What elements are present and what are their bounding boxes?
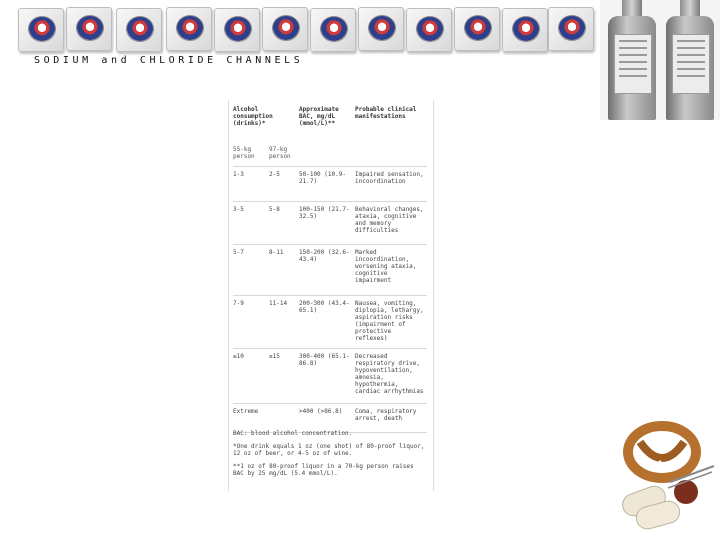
header-bac: Approximate BAC, mg/dL (mmol/L)** [299,106,339,127]
seal-icon [224,16,252,42]
seal-icon [558,15,586,41]
weight-label-light: 55-kg person [233,146,255,160]
seal-tile-icon [116,8,162,52]
cell-drinks-light: 3-5 [233,206,244,213]
cell-clinical: Behavioral changes, ataxia, cognitive and memory difficulties [355,206,424,234]
table-row [233,403,427,433]
cell-drinks-heavy: ≥15 [269,353,280,360]
table-header [233,106,427,146]
cell-clinical: Marked incoordination, worsening ataxia, cognitive impairment [355,249,417,284]
seal-tile-icon [66,7,112,51]
seal-tile-icon [454,7,500,51]
seal-icon [464,15,492,41]
weight-subheader [233,146,427,166]
seal-tile-icon [406,8,452,52]
seal-icon [176,15,204,41]
cell-bac: 100-150 (21.7-32.5) [299,206,350,220]
table-row [233,244,427,295]
table-row [233,166,427,201]
bottle-right [662,0,718,120]
cell-bac: >400 (>86.8) [299,408,343,415]
table-footnotes [233,430,427,483]
seal-tile-icon [310,8,356,52]
bottle-label [672,34,710,94]
cell-drinks-heavy: 5-8 [269,206,280,213]
tile-row [0,0,600,56]
footnote: BAC: blood alcohol concentration. [233,430,353,437]
bottle-left [604,0,660,120]
table-row [233,295,427,348]
footnote: *One drink equals 1 oz (one shot) of 80-proof liquor, 12 oz of beer, or 4-5 oz of wine. [233,443,425,457]
cell-clinical: Decreased respiratory drive, hypoventilation, amnesia, hypothermia, cardiac arrhythmias [355,353,424,395]
alcohol-table [228,100,434,491]
seal-tile-icon [358,7,404,51]
cell-drinks-heavy: 8-11 [269,249,284,256]
cell-drinks-heavy: 11-14 [269,300,288,307]
pretzel-twist [640,442,684,458]
cell-bac: 50-100 (10.9-21.7) [299,171,346,185]
cell-bac: 300-400 (65.1-86.8) [299,353,350,367]
seal-tile-icon [214,8,260,52]
seal-icon [368,15,396,41]
pretzel-shape [628,426,696,478]
seal-icon [320,16,348,42]
seal-tile-icon [502,8,548,52]
cell-drinks-light: Extreme [233,408,259,415]
seal-tile-icon [166,7,212,51]
seal-tile-icon [262,7,308,51]
header-clinical: Probable clinical manifestations [355,106,417,120]
seal-icon [416,16,444,42]
cell-drinks-light: ≥10 [233,353,244,360]
seal-icon [76,15,104,41]
bottle-label [614,34,652,94]
seal-tile-icon [548,7,594,51]
cell-drinks-light: 1-3 [233,171,244,178]
cell-drinks-heavy: 2-5 [269,171,280,178]
seal-icon [512,16,540,42]
seal-icon [126,16,154,42]
pretzel-sausage-image [600,412,720,540]
medicine-bottles-image [600,0,720,120]
cell-clinical: Impaired sensation, incoordination [355,171,424,185]
cell-bac: 200-300 (43.4-65.1) [299,300,350,314]
cell-bac: 150-200 (32.6-43.4) [299,249,350,263]
cell-clinical: Nausea, vomiting, diplopia, lethargy, aspiration risks (impairment of protective reflexes) [355,300,424,342]
seal-tile-icon [18,8,64,52]
table-row [233,201,427,244]
cell-drinks-light: 7-9 [233,300,244,307]
seal-icon [28,16,56,42]
mustard-dollop [674,480,698,504]
page-title: SODIUM and CHLORIDE CHANNELS [34,55,304,66]
weight-label-heavy: 97-kg person [269,146,291,160]
seal-icon [272,15,300,41]
header-drinks: Alcohol consumption (drinks)* [233,106,273,127]
table-row [233,348,427,403]
footnote: **1 oz of 80-proof liquor in a 70-kg person raises BAC by 25 mg/dL (5.4 mmol/L). [233,463,414,477]
cell-drinks-light: 5-7 [233,249,244,256]
cell-clinical: Coma, respiratory arrest, death [355,408,417,422]
